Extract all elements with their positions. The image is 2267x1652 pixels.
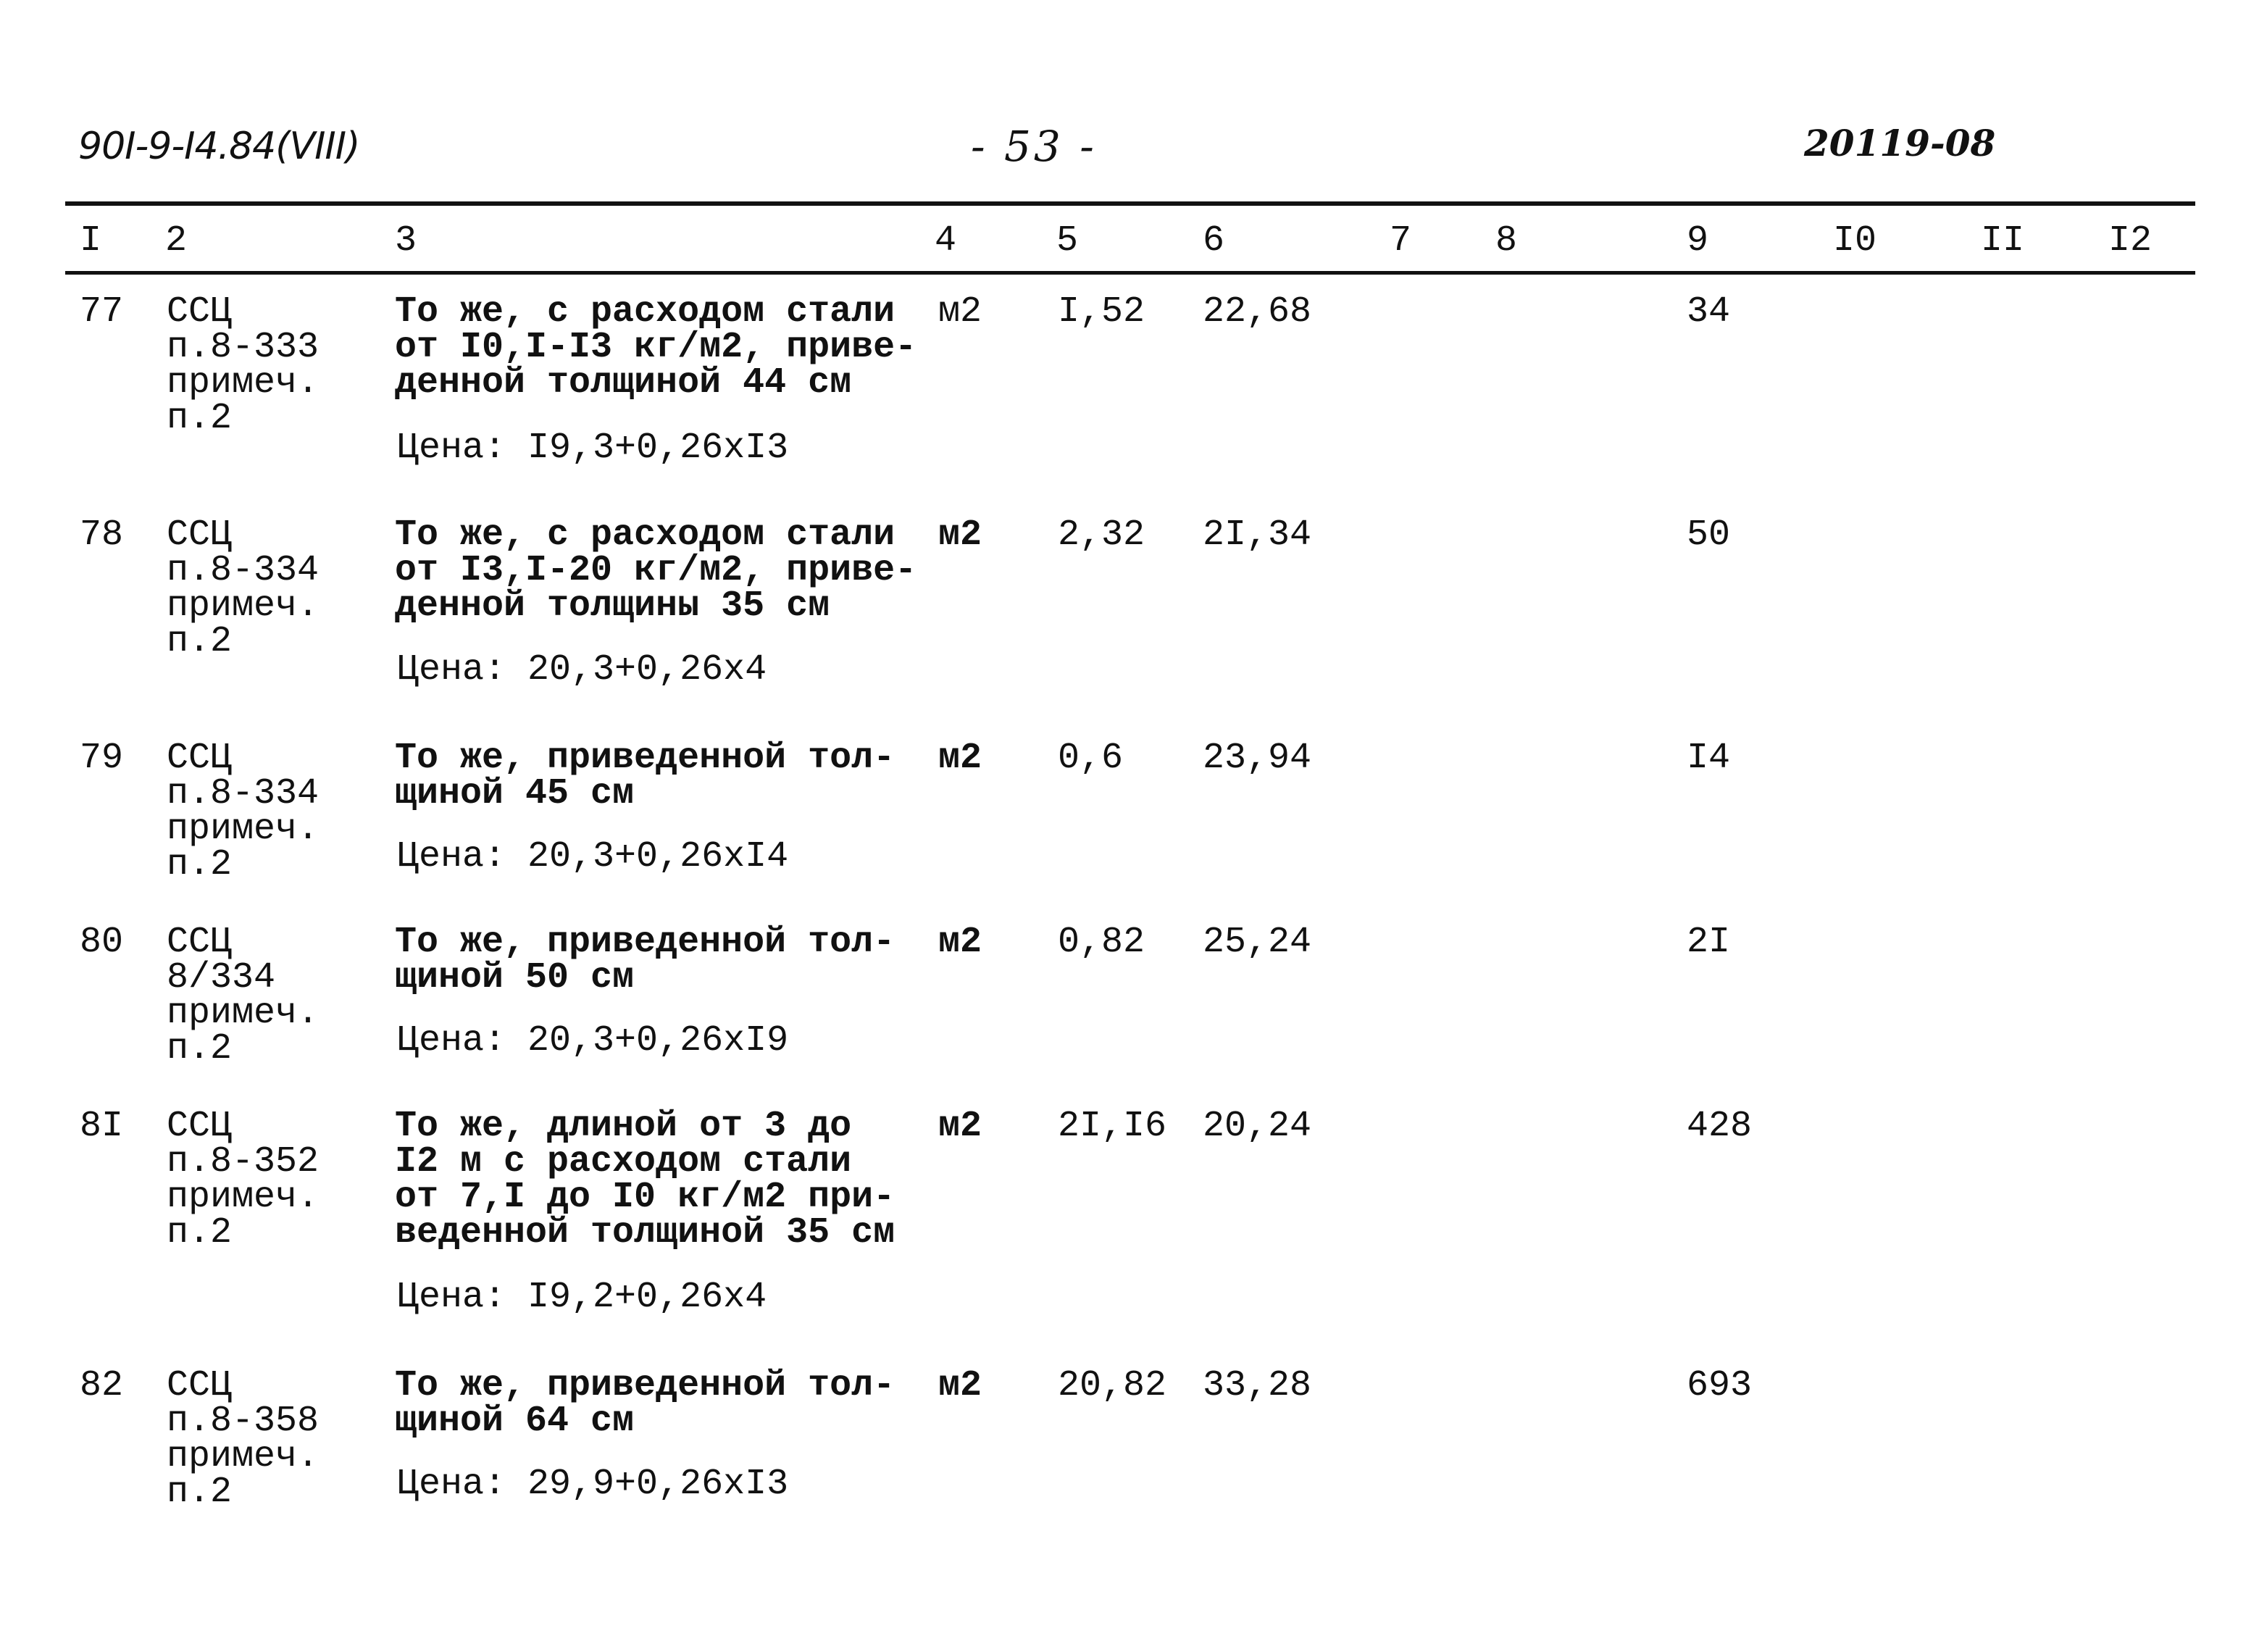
row-total: 34 — [1687, 291, 1731, 333]
row-rate: 23,94 — [1203, 738, 1312, 779]
row-number: 8I — [80, 1106, 124, 1147]
row-description: То же, с расходом стали от I0,I-I3 кг/м2, приве- денной толщиной 44 см — [395, 291, 917, 404]
row-number: 78 — [80, 514, 124, 556]
column-header-12: I2 — [2108, 220, 2153, 262]
row-price: Цена: 20,3+0,26х4 — [397, 649, 767, 691]
row-price: Цена: 20,3+0,26хI9 — [397, 1020, 789, 1061]
row-description: То же, длиной от 3 до I2 м с расходом стали от 7,I до I0 кг/м2 при- веденной толщиной 35 см — [395, 1106, 895, 1253]
row-reference: ССЦ 8/334 примеч. п.2 — [167, 922, 320, 1069]
archive-number: 20119-08 — [1804, 122, 1996, 164]
row-number: 80 — [80, 922, 124, 963]
row-reference: ССЦ п.8-358 примеч. п.2 — [167, 1365, 320, 1513]
row-quantity: I,52 — [1058, 291, 1145, 333]
row-description: То же, с расходом стали от I3,I-20 кг/м2, приве- денной толщины 35 см — [395, 514, 917, 627]
column-header-3: 3 — [395, 220, 417, 262]
column-header-11: II — [1981, 220, 2025, 262]
row-price: Цена: I9,2+0,26х4 — [397, 1277, 767, 1318]
row-price: Цена: 29,9+0,26хI3 — [397, 1464, 789, 1505]
row-unit: м2 — [938, 1365, 982, 1406]
column-header-1: I — [80, 220, 102, 262]
table-top-rule — [65, 201, 2195, 206]
column-header-4: 4 — [935, 220, 957, 262]
row-unit: м2 — [938, 738, 982, 779]
table-header-rule — [65, 271, 2195, 275]
row-number: 77 — [80, 291, 124, 333]
row-price: Цена: 20,3+0,26хI4 — [397, 836, 789, 877]
row-description: То же, приведенной тол- щиной 64 см — [395, 1365, 895, 1442]
column-header-7: 7 — [1390, 220, 1412, 262]
row-rate: 25,24 — [1203, 922, 1312, 963]
column-header-2: 2 — [165, 220, 188, 262]
row-rate: 2I,34 — [1203, 514, 1312, 556]
column-header-10: I0 — [1833, 220, 1877, 262]
row-rate: 33,28 — [1203, 1365, 1312, 1406]
row-quantity: 0,6 — [1058, 738, 1124, 779]
row-unit: м2 — [938, 1106, 982, 1147]
row-total: 693 — [1687, 1365, 1753, 1406]
row-total: 428 — [1687, 1106, 1753, 1147]
column-header-6: 6 — [1203, 220, 1225, 262]
row-reference: ССЦ п.8-352 примеч. п.2 — [167, 1106, 320, 1253]
row-quantity: 0,82 — [1058, 922, 1145, 963]
row-total: 2I — [1687, 922, 1731, 963]
row-description: То же, приведенной тол- щиной 45 см — [395, 738, 895, 814]
row-total: I4 — [1687, 738, 1731, 779]
row-unit: м2 — [938, 291, 982, 333]
row-reference: ССЦ п.8-334 примеч. п.2 — [167, 738, 320, 885]
row-price: Цена: I9,3+0,26хI3 — [397, 427, 789, 469]
row-unit: м2 — [938, 514, 982, 556]
row-quantity: 20,82 — [1058, 1365, 1167, 1406]
column-header-9: 9 — [1687, 220, 1709, 262]
row-total: 50 — [1687, 514, 1731, 556]
document-code: 90I-9-I4.84(VIII) — [78, 125, 360, 168]
row-quantity: 2I,I6 — [1058, 1106, 1167, 1147]
row-number: 82 — [80, 1365, 124, 1406]
row-reference: ССЦ п.8-334 примеч. п.2 — [167, 514, 320, 662]
row-number: 79 — [80, 738, 124, 779]
column-header-8: 8 — [1495, 220, 1518, 262]
column-header-5: 5 — [1056, 220, 1079, 262]
row-rate: 20,24 — [1203, 1106, 1312, 1147]
row-quantity: 2,32 — [1058, 514, 1145, 556]
row-description: То же, приведенной тол- щиной 50 см — [395, 922, 895, 998]
page-number: - 53 - — [971, 122, 1097, 171]
row-unit: м2 — [938, 922, 982, 963]
row-reference: ССЦ п.8-333 примеч. п.2 — [167, 291, 320, 439]
row-rate: 22,68 — [1203, 291, 1312, 333]
